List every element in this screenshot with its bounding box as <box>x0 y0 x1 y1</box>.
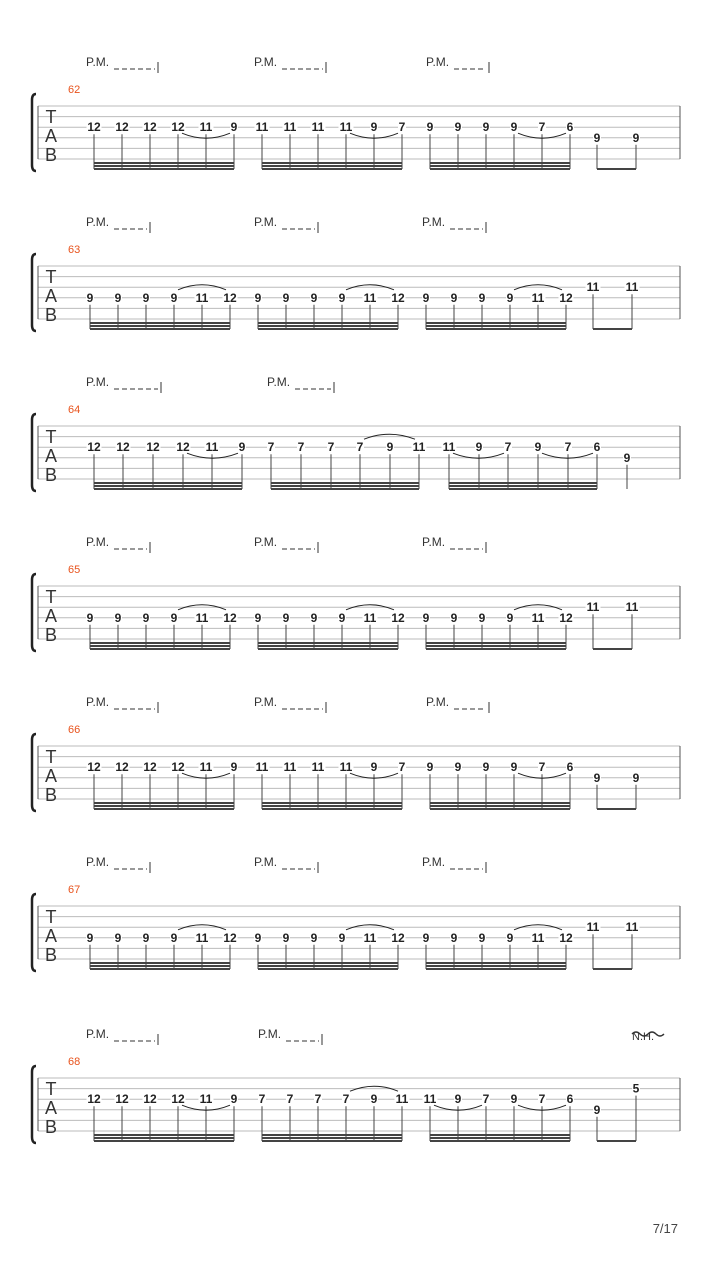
fret-number: 11 <box>205 440 219 455</box>
fret-number: 9 <box>454 1092 462 1107</box>
fret-number: 7 <box>356 440 364 455</box>
system-bracket <box>32 94 36 171</box>
fret-number: 11 <box>255 120 269 135</box>
fret-number: 12 <box>87 120 101 135</box>
fret-number: 11 <box>363 930 377 945</box>
fret-number: 9 <box>426 760 434 775</box>
fret-number: 11 <box>531 290 545 305</box>
fret-number: 9 <box>593 770 601 785</box>
fret-number: 9 <box>142 930 150 945</box>
system-67 <box>32 855 680 971</box>
fret-number: 12 <box>115 1092 129 1107</box>
system-bracket <box>32 574 36 651</box>
fret-number: 9 <box>86 610 94 625</box>
fret-number: 9 <box>422 930 430 945</box>
page-number: 7/17 <box>652 1221 678 1236</box>
fret-number: 9 <box>454 120 462 135</box>
harmonic-label: N.H. <box>632 1031 654 1043</box>
fret-number: 9 <box>506 610 514 625</box>
palm-mute-label: P.M. <box>258 1027 282 1041</box>
fret-number: 9 <box>238 440 246 455</box>
fret-number: 12 <box>176 440 190 455</box>
fret-number: 9 <box>338 610 346 625</box>
measure-number: 66 <box>68 724 81 736</box>
fret-number: 6 <box>566 1092 574 1107</box>
tab-letter-t: T <box>45 107 57 127</box>
fret-number: 12 <box>391 930 405 945</box>
tab-letter-b: B <box>44 145 58 165</box>
fret-number: 9 <box>386 440 394 455</box>
tab-letter-b: B <box>44 625 58 645</box>
fret-number: 9 <box>482 760 490 775</box>
system-bracket <box>32 1066 36 1143</box>
tab-letter-t: T <box>45 427 57 447</box>
palm-mute-label: P.M. <box>86 1027 110 1041</box>
palm-mute-label: P.M. <box>86 55 110 69</box>
system-bracket <box>32 894 36 971</box>
tab-letter-t: T <box>45 747 57 767</box>
fret-number: 12 <box>171 120 185 135</box>
fret-number: 11 <box>412 440 426 455</box>
fret-number: 12 <box>171 760 185 775</box>
fret-number: 11 <box>625 280 639 295</box>
fret-number: 9 <box>114 290 122 305</box>
fret-number: 9 <box>534 440 542 455</box>
fret-number: 9 <box>426 120 434 135</box>
tab-letter-t: T <box>45 267 57 287</box>
fret-number: 11 <box>586 280 600 295</box>
system-65 <box>32 535 680 651</box>
fret-number: 9 <box>593 1102 601 1117</box>
tab-letter-a: A <box>44 1098 58 1118</box>
note-group <box>86 605 238 649</box>
fret-number: 12 <box>143 1092 157 1107</box>
palm-mute-label: P.M. <box>422 855 446 869</box>
palm-mute-label: P.M. <box>254 535 278 549</box>
palm-mute-label: P.M. <box>254 695 278 709</box>
tab-letter-a: A <box>44 606 58 626</box>
fret-number: 9 <box>450 930 458 945</box>
fret-number: 11 <box>586 600 600 615</box>
palm-mute-label: P.M. <box>86 695 110 709</box>
system-68 <box>32 1027 680 1143</box>
fret-number: 6 <box>593 440 601 455</box>
fret-number: 9 <box>170 930 178 945</box>
fret-number: 11 <box>625 600 639 615</box>
tab-letter-t: T <box>45 1079 57 1099</box>
palm-mute-label: P.M. <box>422 535 446 549</box>
fret-number: 12 <box>146 440 160 455</box>
fret-number: 9 <box>506 290 514 305</box>
fret-number: 11 <box>339 120 353 135</box>
fret-number: 7 <box>504 440 512 455</box>
fret-number: 9 <box>254 610 262 625</box>
fret-number: 9 <box>254 290 262 305</box>
palm-mute-label: P.M. <box>426 695 450 709</box>
fret-number: 9 <box>478 930 486 945</box>
fret-number: 9 <box>338 930 346 945</box>
tab-letter-a: A <box>44 126 58 146</box>
fret-number: 9 <box>623 450 631 465</box>
tab-letter-t: T <box>45 587 57 607</box>
measure-number: 62 <box>68 84 81 96</box>
fret-number: 9 <box>170 290 178 305</box>
measure-number: 65 <box>68 564 81 576</box>
fret-number: 9 <box>506 930 514 945</box>
fret-number: 11 <box>195 930 209 945</box>
fret-number: 9 <box>450 610 458 625</box>
fret-number: 11 <box>283 760 297 775</box>
fret-number: 7 <box>564 440 572 455</box>
note-group <box>422 925 574 969</box>
fret-number: 12 <box>87 440 101 455</box>
fret-number: 12 <box>223 290 237 305</box>
tab-letter-b: B <box>44 1117 58 1137</box>
fret-number: 7 <box>286 1092 294 1107</box>
fret-number: 11 <box>531 930 545 945</box>
system-63 <box>32 215 680 331</box>
fret-number: 9 <box>230 120 238 135</box>
fret-number: 7 <box>258 1092 266 1107</box>
note-group <box>593 131 640 169</box>
fret-number: 7 <box>314 1092 322 1107</box>
note-group <box>422 285 574 329</box>
palm-mute-label: P.M. <box>86 535 110 549</box>
tab-letter-t: T <box>45 907 57 927</box>
fret-number: 7 <box>538 760 546 775</box>
fret-number: 9 <box>422 290 430 305</box>
fret-number: 6 <box>566 760 574 775</box>
fret-number: 9 <box>450 290 458 305</box>
fret-number: 9 <box>510 1092 518 1107</box>
fret-number: 11 <box>255 760 269 775</box>
fret-number: 11 <box>199 120 213 135</box>
fret-number: 7 <box>398 120 406 135</box>
note-group <box>422 605 574 649</box>
fret-number: 9 <box>114 930 122 945</box>
fret-number: 9 <box>454 760 462 775</box>
fret-number: 9 <box>254 930 262 945</box>
fret-number: 9 <box>230 760 238 775</box>
measure-number: 63 <box>68 244 81 256</box>
fret-number: 12 <box>143 120 157 135</box>
note-group <box>86 925 238 969</box>
fret-number: 9 <box>370 120 378 135</box>
fret-number: 9 <box>593 130 601 145</box>
measure-number: 68 <box>68 1056 81 1068</box>
fret-number: 12 <box>116 440 130 455</box>
note-group <box>593 771 640 809</box>
fret-number: 11 <box>195 290 209 305</box>
note-group <box>593 1082 640 1141</box>
system-bracket <box>32 254 36 331</box>
fret-number: 9 <box>310 610 318 625</box>
system-62 <box>32 55 680 171</box>
fret-number: 6 <box>566 120 574 135</box>
fret-number: 12 <box>559 930 573 945</box>
fret-number: 12 <box>143 760 157 775</box>
measure-number: 64 <box>68 404 81 416</box>
fret-number: 12 <box>87 1092 101 1107</box>
fret-number: 12 <box>115 120 129 135</box>
fret-number: 11 <box>423 1092 437 1107</box>
tab-letter-b: B <box>44 785 58 805</box>
fret-number: 5 <box>632 1081 640 1096</box>
note-group <box>254 285 406 329</box>
fret-number: 9 <box>282 610 290 625</box>
note-group <box>623 451 631 489</box>
fret-number: 9 <box>478 290 486 305</box>
fret-number: 12 <box>171 1092 185 1107</box>
fret-number: 9 <box>370 1092 378 1107</box>
fret-number: 9 <box>310 290 318 305</box>
fret-number: 9 <box>86 290 94 305</box>
fret-number: 11 <box>531 610 545 625</box>
fret-number: 7 <box>267 440 275 455</box>
note-group <box>86 285 238 329</box>
fret-number: 9 <box>142 610 150 625</box>
fret-number: 9 <box>282 930 290 945</box>
fret-number: 12 <box>391 610 405 625</box>
fret-number: 9 <box>310 930 318 945</box>
fret-number: 7 <box>297 440 305 455</box>
fret-number: 11 <box>586 920 600 935</box>
system-66 <box>32 695 680 811</box>
measure-number: 67 <box>68 884 81 896</box>
fret-number: 7 <box>327 440 335 455</box>
note-group <box>254 605 406 649</box>
palm-mute-label: P.M. <box>86 215 110 229</box>
note-group <box>254 925 406 969</box>
fret-number: 11 <box>339 760 353 775</box>
fret-number: 7 <box>398 760 406 775</box>
fret-number: 9 <box>422 610 430 625</box>
fret-number: 12 <box>223 930 237 945</box>
fret-number: 9 <box>475 440 483 455</box>
fret-number: 11 <box>625 920 639 935</box>
fret-number: 11 <box>395 1092 409 1107</box>
fret-number: 9 <box>632 130 640 145</box>
tab-letter-b: B <box>44 465 58 485</box>
palm-mute-label: P.M. <box>267 375 291 389</box>
fret-number: 11 <box>199 760 213 775</box>
system-64 <box>32 375 680 491</box>
tab-letter-b: B <box>44 305 58 325</box>
fret-number: 9 <box>510 120 518 135</box>
fret-number: 9 <box>370 760 378 775</box>
tab-letter-a: A <box>44 446 58 466</box>
fret-number: 9 <box>510 760 518 775</box>
fret-number: 9 <box>114 610 122 625</box>
fret-number: 7 <box>538 120 546 135</box>
fret-number: 11 <box>442 440 456 455</box>
palm-mute-label: P.M. <box>254 215 278 229</box>
fret-number: 12 <box>115 760 129 775</box>
fret-number: 12 <box>391 290 405 305</box>
fret-number: 9 <box>478 610 486 625</box>
fret-number: 9 <box>142 290 150 305</box>
palm-mute-label: P.M. <box>254 855 278 869</box>
palm-mute-label: P.M. <box>422 215 446 229</box>
fret-number: 11 <box>199 1092 213 1107</box>
fret-number: 11 <box>195 610 209 625</box>
fret-number: 11 <box>283 120 297 135</box>
fret-number: 11 <box>363 610 377 625</box>
fret-number: 9 <box>282 290 290 305</box>
fret-number: 9 <box>482 120 490 135</box>
fret-number: 11 <box>311 120 325 135</box>
fret-number: 7 <box>482 1092 490 1107</box>
fret-number: 12 <box>559 610 573 625</box>
fret-number: 9 <box>230 1092 238 1107</box>
tab-letter-a: A <box>44 926 58 946</box>
palm-mute-label: P.M. <box>254 55 278 69</box>
system-bracket <box>32 734 36 811</box>
fret-number: 7 <box>538 1092 546 1107</box>
note-group <box>258 1086 410 1141</box>
palm-mute-label: P.M. <box>426 55 450 69</box>
palm-mute-label: P.M. <box>86 375 110 389</box>
fret-number: 9 <box>338 290 346 305</box>
fret-number: 7 <box>342 1092 350 1107</box>
fret-number: 12 <box>223 610 237 625</box>
fret-number: 11 <box>363 290 377 305</box>
fret-number: 11 <box>311 760 325 775</box>
note-group <box>267 434 427 489</box>
system-bracket <box>32 414 36 491</box>
tab-letter-a: A <box>44 286 58 306</box>
palm-mute-label: P.M. <box>86 855 110 869</box>
fret-number: 9 <box>632 770 640 785</box>
fret-number: 12 <box>87 760 101 775</box>
tab-letter-b: B <box>44 945 58 965</box>
fret-number: 9 <box>170 610 178 625</box>
tab-letter-a: A <box>44 766 58 786</box>
fret-number: 9 <box>86 930 94 945</box>
fret-number: 12 <box>559 290 573 305</box>
